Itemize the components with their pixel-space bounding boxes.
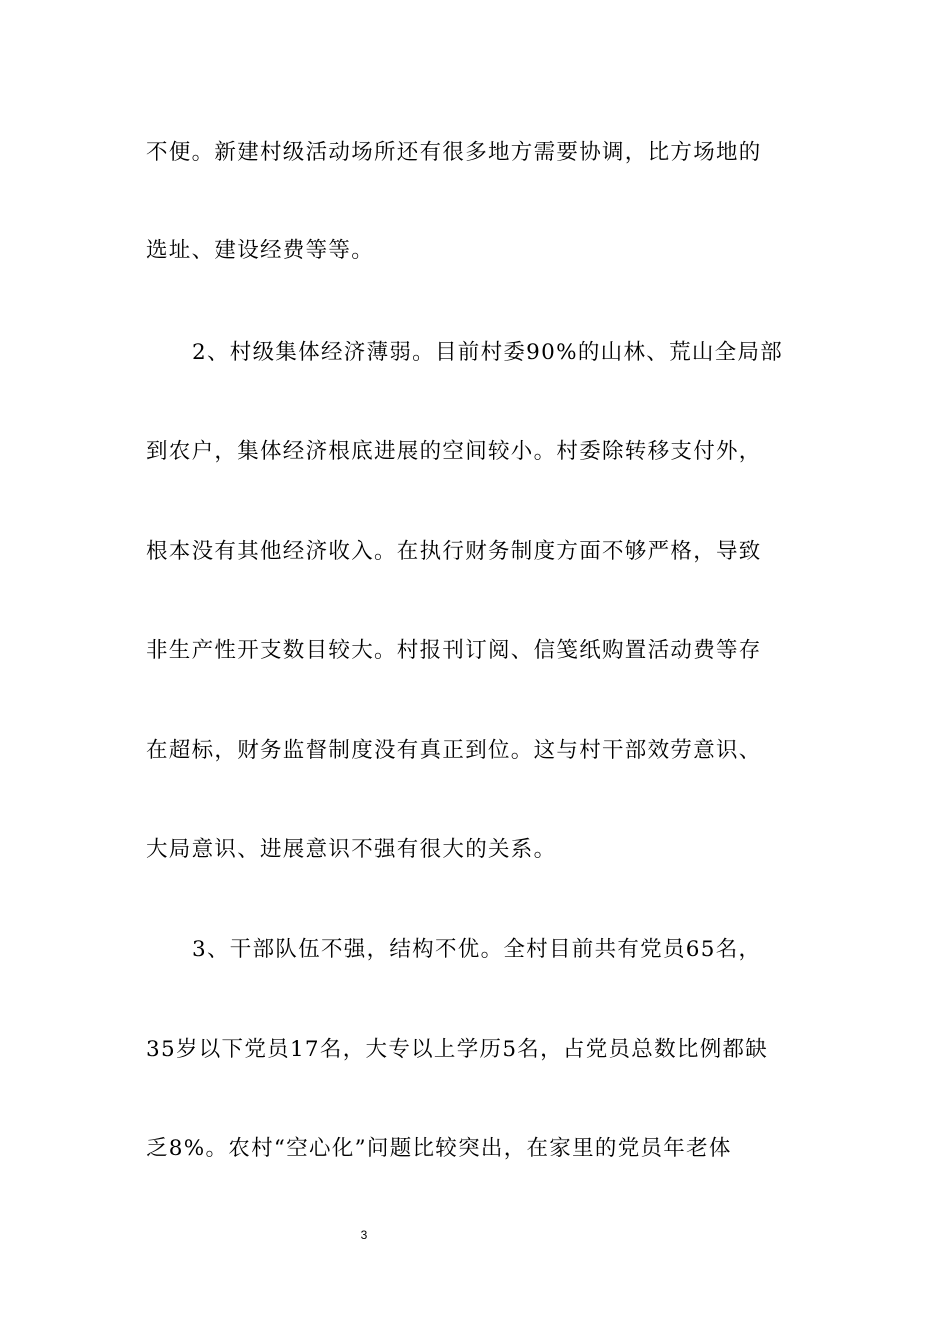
paragraph-line: 35岁以下党员17名，大专以上学历5名，占党员总数比例都缺 [146, 1037, 769, 1062]
paragraph-line: 根本没有其他经济收入。在执行财务制度方面不够严格，导致 [146, 539, 762, 564]
paragraph-line: 大局意识、进展意识不强有很大的关系。 [146, 837, 557, 862]
page-number: 3 [360, 1228, 368, 1242]
paragraph-line: 选址、建设经费等等。 [146, 238, 375, 263]
paragraph-line: 乏8%。农村“空心化”问题比较突出，在家里的党员年老体 [146, 1136, 732, 1161]
paragraph-line: 到农户，集体经济根底进展的空间较小。村委除转移支付外， [146, 439, 762, 464]
paragraph-line: 非生产性开支数目较大。村报刊订阅、信笺纸购置活动费等存 [146, 638, 762, 663]
paragraph-line: 3、干部队伍不强，结构不优。全村目前共有党员65名， [192, 937, 762, 962]
paragraph-line: 2、村级集体经济薄弱。目前村委90%的山林、荒山全局部 [192, 340, 784, 365]
paragraph-line: 在超标，财务监督制度没有真正到位。这与村干部效劳意识、 [146, 738, 762, 763]
paragraph-line: 不便。新建村级活动场所还有很多地方需要协调，比方场地的 [146, 140, 762, 165]
